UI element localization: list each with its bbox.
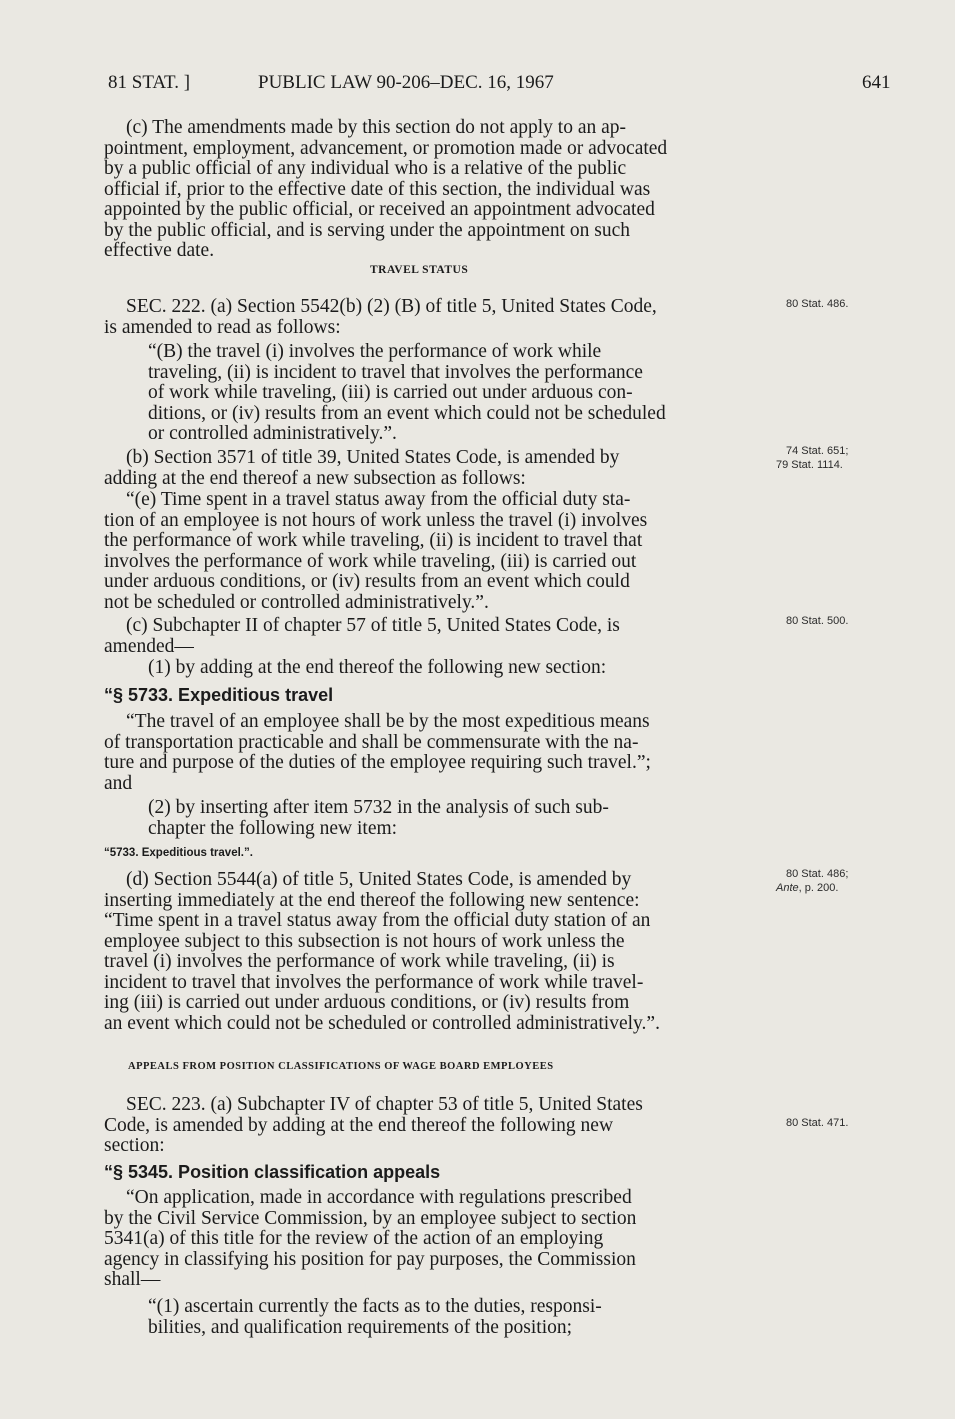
text-line: (d) Section 5544(a) of title 5, United States Code, is amended by	[126, 869, 632, 890]
item-5733: “5733. Expeditious travel.”.	[104, 847, 253, 859]
margin-note-80-stat-486: 80 Stat. 486.	[786, 298, 849, 310]
heading-travel-status: TRAVEL STATUS	[370, 264, 469, 276]
text-line: is amended to read as follows:	[104, 316, 341, 338]
section-222-c-2	[148, 798, 609, 839]
section-222-c	[104, 616, 620, 657]
section-222-b-quote	[104, 490, 647, 613]
section-5345-text	[104, 1188, 636, 1291]
text-line: SEC. 223. (a) Subchapter IV of chapter 53 of title 5, United States	[126, 1094, 643, 1115]
text-line: not be scheduled or controlled administratively.”.	[104, 591, 489, 613]
text-line: (2) by inserting after item 5732 in the analysis of such sub-	[148, 797, 609, 818]
text-line: “(B) the travel (i) involves the performance of work while	[148, 341, 602, 362]
text-line: by the Civil Service Commission, by an employee subject to section	[104, 1207, 637, 1229]
text-line: official if, prior to the effective date of this section, the individual was	[104, 178, 651, 200]
text-line: ing (iii) is carried out under arduous conditions, or (iv) results from	[104, 992, 630, 1013]
text-line: an event which could not be scheduled or controlled administratively.”.	[104, 1012, 660, 1034]
margin-note-ante: Ante	[776, 882, 799, 894]
section-5345-title: “§ 5345. Position classification appeals	[104, 1162, 441, 1182]
text-line: involves the performance of work while traveling, (iii) is carried out	[104, 550, 637, 572]
section-5345-item-1	[148, 1297, 602, 1338]
text-line: by the public official, and is serving under the appointment on such	[104, 219, 631, 241]
margin-note-ante-p-200	[776, 881, 838, 895]
text-line: 5341(a) of this title for the review of the action of an employing	[104, 1228, 604, 1249]
text-line: “(e) Time spent in a travel status away from the official duty sta-	[126, 489, 631, 510]
text-line: (c) The amendments made by this section do not apply to an ap-	[126, 117, 627, 138]
text-line: Code, is amended by adding at the end thereof the following new	[104, 1114, 614, 1136]
margin-note-page: , p. 200.	[798, 882, 839, 894]
text-line: ture and purpose of the duties of the employee requiring such travel.”;	[104, 752, 651, 773]
section-223-a	[104, 1095, 643, 1157]
text-line: section:	[104, 1135, 165, 1156]
text-line: “Time spent in a travel status away from the official duty station of an	[104, 910, 651, 931]
text-line: bilities, and qualification requirements of the position;	[148, 1316, 573, 1338]
header-page-number: 641	[862, 72, 891, 93]
text-line: or controlled administratively.”.	[148, 423, 397, 444]
section-222-b	[104, 448, 619, 489]
text-line: of transportation practicable and shall be commensurate with the na-	[104, 731, 639, 753]
text-line: chapter the following new item:	[148, 817, 398, 839]
text-line: SEC. 222. (a) Section 5542(b) (2) (B) of title 5, United States Code,	[126, 296, 657, 317]
margin-note-80-stat-500: 80 Stat. 500.	[786, 615, 849, 627]
text-line: adding at the end thereof a new subsection as follows:	[104, 467, 526, 489]
text-line: agency in classifying his position for pay purposes, the Commission	[104, 1248, 636, 1270]
margin-note-80-stat-471: 80 Stat. 471.	[786, 1117, 849, 1129]
text-line: appointed by the public official, or received an appointment advocated	[104, 199, 655, 220]
text-line: “(1) ascertain currently the facts as to the duties, responsi-	[148, 1296, 602, 1317]
margin-note-74-stat-651: 74 Stat. 651;	[786, 445, 849, 457]
heading-appeals: APPEALS FROM POSITION CLASSIFICATIONS OF WAGE BOARD EMPLOYEES	[128, 1061, 554, 1072]
section-5733-text	[104, 712, 651, 794]
text-line: shall—	[104, 1269, 161, 1290]
text-line: of work while traveling, (iii) is carried out under arduous con-	[148, 382, 633, 403]
text-line: by a public official of any individual who is a relative of the public	[104, 158, 627, 179]
margin-note-79-stat-1114: 79 Stat. 1114.	[776, 459, 843, 471]
section-222-c-1: (1) by adding at the end thereof the following new section:	[148, 657, 607, 678]
text-line: pointment, employment, advancement, or promotion made or advocated	[104, 137, 668, 159]
margin-note-80-stat-486-b: 80 Stat. 486;	[786, 868, 849, 880]
section-222-a-quote	[148, 342, 666, 445]
text-line: effective date.	[104, 240, 215, 261]
text-line: “The travel of an employee shall be by the most expeditious means	[126, 711, 650, 732]
header-volume: 81 STAT. ]	[108, 72, 191, 93]
text-line: travel (i) involves the performance of work while traveling, (ii) is	[104, 951, 615, 972]
text-line: under arduous conditions, or (iv) results from an event which could	[104, 571, 630, 592]
section-5733-title: “§ 5733. Expeditious travel	[104, 685, 334, 705]
section-222-d	[104, 870, 660, 1034]
text-line: traveling, (ii) is incident to travel that involves the performance	[148, 361, 643, 383]
text-line: inserting immediately at the end thereof the following new sentence:	[104, 889, 640, 911]
text-line: incident to travel that involves the performance of work while travel-	[104, 971, 644, 993]
text-line: the performance of work while traveling, (ii) is incident to travel that	[104, 530, 643, 551]
text-line: ditions, or (iv) results from an event which could not be scheduled	[148, 402, 666, 424]
text-line: and	[104, 772, 133, 794]
text-line: “On application, made in accordance with regulations prescribed	[126, 1187, 632, 1208]
text-line: (c) Subchapter II of chapter 57 of title 5, United States Code, is	[126, 615, 620, 636]
text-line: amended—	[104, 635, 194, 657]
section-222-a	[104, 297, 657, 338]
text-line: employee subject to this subsection is not hours of work unless the	[104, 930, 625, 952]
paragraph-c	[104, 118, 667, 262]
text-line: tion of an employee is not hours of work unless the travel (i) involves	[104, 509, 648, 531]
text-line: (b) Section 3571 of title 39, United States Code, is amended by	[126, 447, 620, 468]
header-title: PUBLIC LAW 90-206–DEC. 16, 1967	[258, 72, 554, 93]
